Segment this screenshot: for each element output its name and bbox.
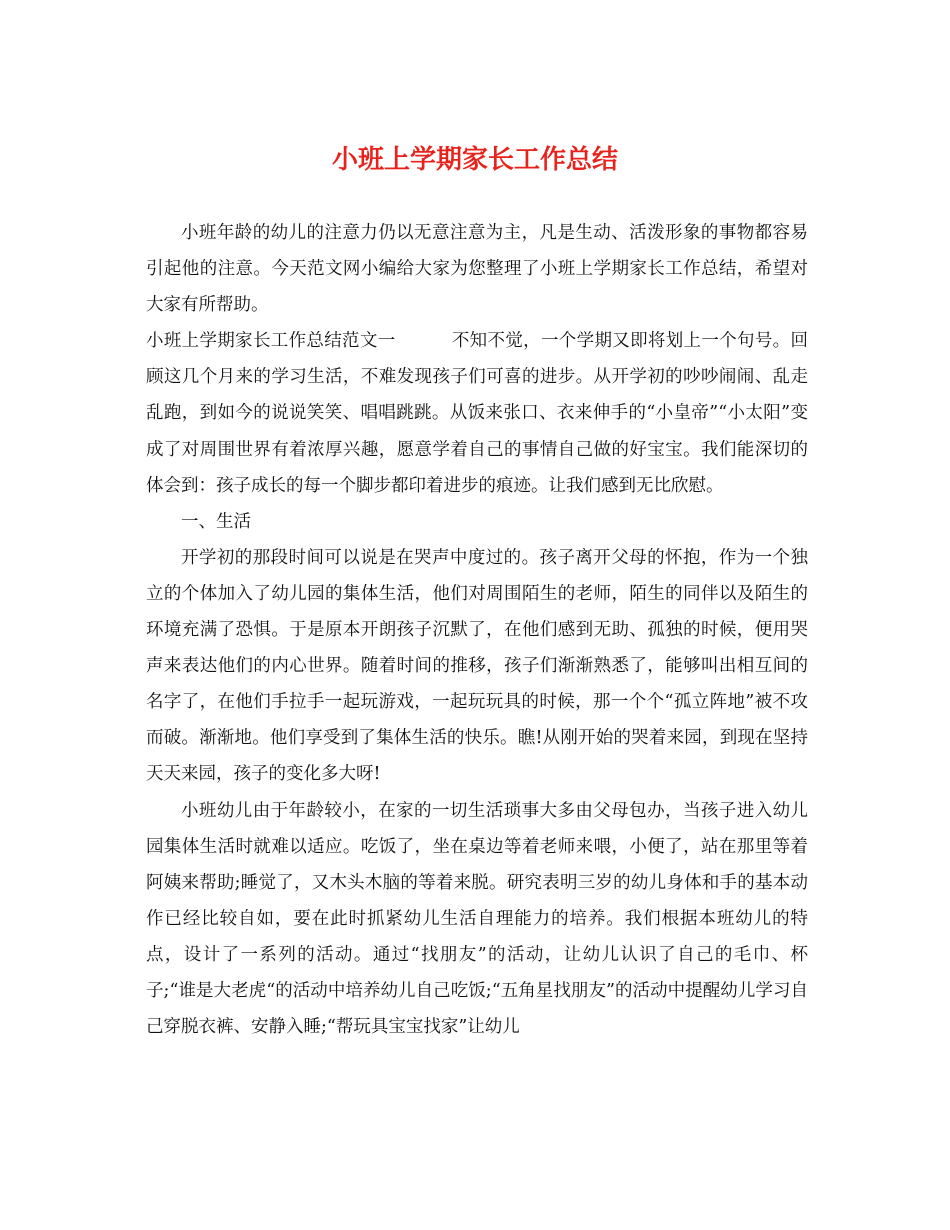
document-body <box>146 215 808 1045</box>
sample-heading: 小班上学期家长工作总结范文一 <box>146 331 396 352</box>
section-heading-life: 一、生活 <box>181 511 251 532</box>
intro-paragraph: 小班年龄的幼儿的注意力仍以无意注意为主，凡是生动、活泼形象的事物都容易引起他的注意。今天范文网小编给大家为您整理了小班上学期家长工作总结，希望对大家有所帮助。 <box>146 223 808 316</box>
sample-opening-text: 不知不觉，一个学期又即将划上一个句号。回顾这几个月来的学习生活，不难发现孩子们可喜的进步。从开学初的吵吵闹闹、乱走乱跑，到如今的说说笑笑、唱唱跳跳。从饭来张口、衣来伸手的“小皇帝”“小太阳”变成了对周围世界有着浓厚兴趣，愿意学着自己的事情自己做的好宝宝。我们能深切的体会到：孩子成长的每一个脚步都印着进步的痕迹。让我们感到无比欣慰。 <box>146 331 809 496</box>
document-title: 小班上学期家长工作总结 <box>331 145 618 175</box>
life-paragraph-2: 小班幼儿由于年龄较小，在家的一切生活琐事大多由父母包办，当孩子进入幼儿园集体生活时就难以适应。吃饭了，坐在桌边等着老师来喂，小便了，站在那里等着阿姨来帮助;睡觉了，又木头木脑的等着来脱。研究表明三岁的幼儿身体和手的基本动作已经比较自如，要在此时抓紧幼儿生活自理能力的培养。我们根据本班幼儿的特点，设计了一系列的活动。通过“找朋友”的活动，让幼儿认识了自己的毛巾、杯子;“谁是大老虎“的活动中培养幼儿自己吃饭;“五角星找朋友”的活动中提醒幼儿学习自己穿脱衣裤、安静入睡;“帮玩具宝宝找家”让幼儿 <box>146 800 808 1038</box>
sample-paragraph <box>146 323 808 503</box>
life-paragraph-1: 开学初的那段时间可以说是在哭声中度过的。孩子离开父母的怀抱，作为一个独立的个体加入了幼儿园的集体生活，他们对周围陌生的老师，陌生的同伴以及陌生的环境充满了恐惧。于是原本开朗孩子沉默了，在他们感到无助、孤独的时候，便用哭声来表达他们的内心世界。随着时间的推移，孩子们渐渐熟悉了，能够叫出相互间的名字了，在他们手拉手一起玩游戏，一起玩玩具的时候，那一个个“孤立阵地”被不攻而破。渐渐地。他们享受到了集体生活的快乐。瞧!从刚开始的哭着来园，到现在坚持天天来园，孩子的变化多大呀! <box>146 547 808 785</box>
